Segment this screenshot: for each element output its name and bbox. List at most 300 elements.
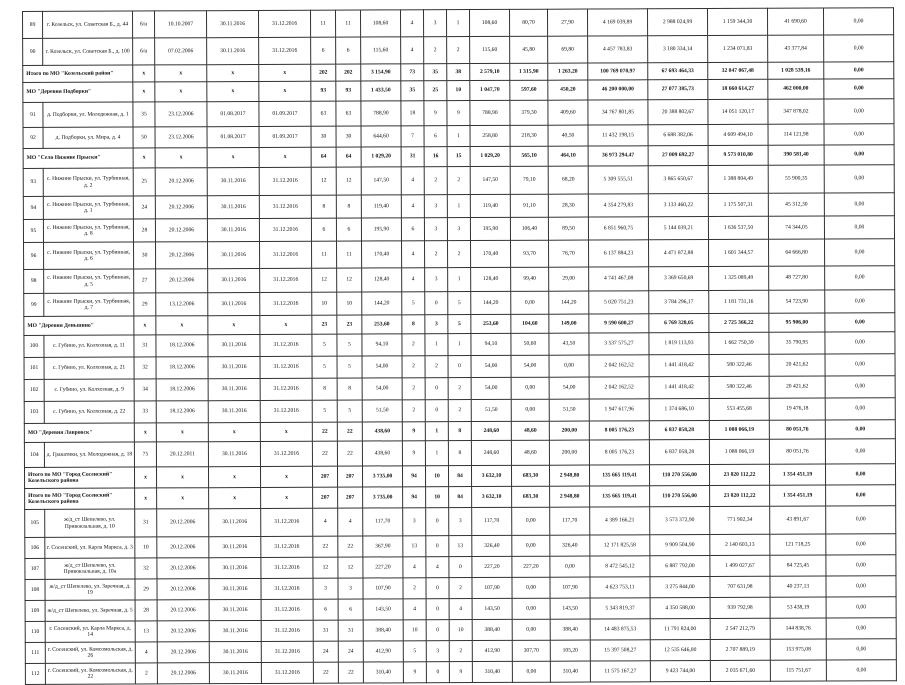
table-cell: x xyxy=(134,467,156,488)
table-cell: x xyxy=(155,82,207,102)
table-cell: 64 xyxy=(311,147,336,167)
table-cell: 68,20 xyxy=(548,166,588,194)
table-cell: 253,60 xyxy=(471,314,511,333)
table-cell: 1 029,20 xyxy=(361,147,401,167)
table-cell: 119,40 xyxy=(361,195,401,218)
table-cell: 1 636 537,50 xyxy=(708,216,768,239)
table-cell: 40 237,13 xyxy=(770,576,826,597)
table-cell: x xyxy=(261,487,313,508)
table-cell: x xyxy=(156,467,208,488)
table-cell: 0,00 xyxy=(825,354,895,376)
table-cell: 0 xyxy=(449,557,472,578)
table-cell: x xyxy=(259,64,311,81)
table-cell: 4 457 783,83 xyxy=(588,36,648,63)
table-cell: 6 769 328,05 xyxy=(649,314,709,333)
table-cell: 326,40 xyxy=(550,535,590,556)
table-cell: 94 xyxy=(403,487,426,508)
table-cell: 0,00 xyxy=(511,399,549,421)
table-cell: x xyxy=(259,147,311,167)
table-cell: 1 354 451,19 xyxy=(770,485,826,506)
table-cell: x xyxy=(157,488,209,509)
table-cell: 4 169 039,89 xyxy=(587,9,647,36)
table-cell: 79,10 xyxy=(510,166,548,194)
table-cell: 31.12.2016 xyxy=(259,218,311,241)
table-cell: 4 xyxy=(426,557,449,578)
table-cell: 106 xyxy=(25,537,45,558)
table-cell: x xyxy=(133,65,155,82)
table-cell: 53 438,19 xyxy=(770,597,826,618)
table-cell: 30.11.2016 xyxy=(208,334,260,356)
table-cell: 10 xyxy=(337,292,362,315)
table-cell: 0,00 xyxy=(511,291,549,314)
table-cell: 2 547 212,79 xyxy=(710,618,770,639)
table-cell: 1 374 686,10 xyxy=(649,399,709,421)
table-cell: 15 397 508,27 xyxy=(590,640,650,661)
table-row xyxy=(25,506,896,538)
table-cell: 73 xyxy=(401,64,424,81)
table-cell: 45,80 xyxy=(510,36,548,63)
table-cell: 12 535 646,00 xyxy=(650,640,710,661)
table-cell: 108,60 xyxy=(360,10,400,37)
table-cell: 80,70 xyxy=(509,9,547,36)
table-cell: 438,60 xyxy=(362,441,402,466)
table-cell: 94,10 xyxy=(362,334,402,356)
table-cell: 107 xyxy=(25,558,45,579)
table-cell: 1 662 750,39 xyxy=(709,332,769,354)
table-cell: 2 725 366,22 xyxy=(709,313,769,332)
table-cell: 12 xyxy=(338,557,363,578)
table-cell: 20.12.2006 xyxy=(157,579,209,600)
address-cell: ж/д_ст Шепелево, ул. Заречная, д. 19 xyxy=(45,579,135,600)
table-cell: 31.12.2016 xyxy=(261,536,313,557)
table-cell: 143,50 xyxy=(472,598,512,619)
table-cell: 14 051 120,17 xyxy=(708,99,768,124)
table-cell: 195,90 xyxy=(361,218,401,241)
table-cell: 16 xyxy=(424,147,447,167)
table-cell: 13 xyxy=(135,621,157,642)
table-cell: x xyxy=(259,81,311,101)
table-cell: 51,50 xyxy=(471,399,511,421)
table-cell: 553 455,68 xyxy=(709,398,769,420)
table-cell: 24 xyxy=(338,641,363,662)
table-cell: 30.11.2016 xyxy=(208,292,260,315)
table-cell: 117,70 xyxy=(363,508,403,536)
table-cell: x xyxy=(156,423,208,442)
table-cell: 1 234 071,83 xyxy=(708,35,768,62)
table-cell: 4 xyxy=(401,195,424,218)
table-cell: 0,00 xyxy=(825,313,895,332)
table-cell: 450,20 xyxy=(548,80,588,100)
table-cell: 0,00 xyxy=(512,507,550,535)
table-cell: 7 xyxy=(401,126,424,147)
table-cell: 580 322,46 xyxy=(709,354,769,376)
table-cell: 3 735,00 xyxy=(363,487,403,508)
table-cell: 11 xyxy=(335,10,360,37)
table-cell: 4 389 166,21 xyxy=(590,507,650,535)
table-cell: 01.09.2017 xyxy=(259,101,311,126)
table-cell: 10 xyxy=(312,292,337,315)
table-cell: 3 xyxy=(449,508,472,536)
table-cell: 30.11.2016 xyxy=(209,620,261,641)
table-cell: 9 909 504,90 xyxy=(650,535,710,556)
table-cell: 0,00 xyxy=(826,660,896,681)
table-cell: 195,90 xyxy=(470,217,510,240)
document-page xyxy=(22,7,896,680)
table-cell: 31.12.2016 xyxy=(260,356,312,378)
table-cell: 4 609 494,10 xyxy=(708,124,768,145)
table-cell: 108,60 xyxy=(469,9,509,36)
table-cell: 31.12.2016 xyxy=(261,620,313,641)
address-cell: г. Сосенский, ул. Комсомольская, д. 22 xyxy=(45,663,135,684)
group-label: МО "Деревня Лавровск" xyxy=(24,423,134,442)
table-cell: 91,10 xyxy=(510,194,548,217)
table-cell: 347 878,02 xyxy=(768,99,824,124)
table-cell: 1 088 066,19 xyxy=(709,420,769,439)
table-cell: 1 354 451,19 xyxy=(769,464,825,485)
table-cell: 0,00 xyxy=(824,216,894,239)
table-cell: 0 xyxy=(426,662,449,683)
table-cell: 3 275 844,00 xyxy=(650,577,710,598)
table-cell: 0,00 xyxy=(512,535,550,556)
table-cell: 9 xyxy=(424,101,447,126)
table-cell: 412,90 xyxy=(363,641,403,662)
table-cell: 1 028 539,16 xyxy=(768,62,824,79)
table-cell: 4 xyxy=(403,599,426,620)
table-cell: 4 xyxy=(313,508,338,536)
table-cell: 6 887 792,00 xyxy=(650,556,710,577)
table-cell: 29 xyxy=(134,293,156,316)
table-cell: 38 xyxy=(447,64,470,81)
table-cell: 367,90 xyxy=(363,536,403,557)
table-cell: 20.12.2006 xyxy=(155,196,207,219)
table-cell: 94 xyxy=(23,196,43,219)
table-cell: 788,90 xyxy=(361,101,401,126)
table-cell: 128,40 xyxy=(362,268,402,292)
table-cell: 0,00 xyxy=(826,555,896,576)
table-cell: 8 472 545,12 xyxy=(590,556,650,577)
table-cell: 31.12.2016 xyxy=(261,662,313,683)
table-cell: 0,00 xyxy=(550,556,590,577)
table-cell: 1 xyxy=(425,441,448,466)
table-cell: 8 xyxy=(448,422,471,441)
table-cell: 110 270 556,00 xyxy=(650,486,710,507)
address-cell: ж/д_ст Шепелево, ул. Привокзальная, д. 10а xyxy=(45,558,135,579)
table-cell: 63 xyxy=(311,101,336,126)
table-cell: 409,60 xyxy=(548,100,588,125)
table-cell: 200,00 xyxy=(549,421,589,440)
table-cell: 30.11.2016 xyxy=(209,662,261,683)
table-cell: 22 xyxy=(313,662,338,683)
table-cell: 76,70 xyxy=(549,240,589,267)
table-cell: 1 441 418,42 xyxy=(649,355,709,377)
table-cell: 43 377,84 xyxy=(768,35,824,62)
table-cell: 1 175 507,31 xyxy=(708,193,768,216)
table-cell: 18.12.2006 xyxy=(156,335,208,357)
table-cell: 0,00 xyxy=(826,618,896,639)
table-cell: 10 xyxy=(449,620,472,641)
table-cell: 683,30 xyxy=(512,486,550,507)
table-cell: 143,50 xyxy=(363,599,403,620)
table-cell: 23 820 112,22 xyxy=(710,485,770,506)
table-cell: 8 xyxy=(448,441,471,466)
table-cell: 31.12.2016 xyxy=(259,167,311,195)
table-cell: 105,20 xyxy=(550,640,590,661)
table-cell: 0,00 xyxy=(826,576,896,597)
table-cell: 1 047,70 xyxy=(470,80,510,100)
table-cell: 5 144 039,21 xyxy=(648,217,708,240)
table-cell: x xyxy=(133,148,155,168)
table-cell: 462 000,00 xyxy=(768,79,824,99)
total-label: Итого по МО "Город Сосенский" Козельского района xyxy=(24,467,134,488)
table-cell: 114 121,98 xyxy=(768,124,824,145)
table-cell: 41 690,60 xyxy=(767,8,823,35)
table-cell: 23 xyxy=(312,315,337,334)
group-label: МО "Село Нижние Прыски" xyxy=(23,148,133,168)
table-cell: x xyxy=(208,422,260,441)
table-cell: 0,00 xyxy=(824,145,894,165)
table-cell: 32 047 067,48 xyxy=(708,62,768,79)
table-cell: 0 xyxy=(448,356,471,378)
table-cell: 939 792,98 xyxy=(710,597,770,618)
address-cell: г. Козельск, ул. Советская Б., д. 100 xyxy=(43,38,133,65)
table-cell: 64 666,80 xyxy=(769,239,825,266)
table-cell: 0,00 xyxy=(512,577,550,598)
table-cell: 101 xyxy=(24,357,44,379)
table-cell: 84 xyxy=(448,466,471,487)
table-row xyxy=(23,99,894,128)
table-cell: 4 xyxy=(403,557,426,578)
table-cell: 1 xyxy=(448,334,471,356)
address-cell: г. Сосенский, ул. Карла Маркса, д. 3 xyxy=(45,537,135,558)
table-cell: 1 601 344,57 xyxy=(709,239,769,266)
table-cell: 153 975,08 xyxy=(770,639,826,660)
table-cell: 2 xyxy=(135,663,157,684)
table-cell: 2 xyxy=(403,578,426,599)
table-cell: 110 xyxy=(25,621,45,642)
table-cell: 2 042 162,52 xyxy=(589,377,649,399)
table-cell: 30.11.2016 xyxy=(208,268,260,292)
table-cell: 30 xyxy=(311,126,336,147)
table-cell: 43 891,67 xyxy=(770,506,826,534)
table-cell: 89 xyxy=(23,11,43,38)
table-cell: 115 751,67 xyxy=(770,660,826,681)
table-cell: 93 xyxy=(311,81,336,101)
table-cell: 0,00 xyxy=(826,597,896,618)
table-cell: 8 xyxy=(402,315,425,334)
table-cell: 6 137 884,23 xyxy=(589,240,649,267)
table-cell: 106,40 xyxy=(510,217,548,240)
table-cell: 1 325 089,49 xyxy=(709,266,769,290)
table-cell: 464,10 xyxy=(548,146,588,166)
table-cell: 104,60 xyxy=(511,314,549,333)
table-cell: 11 xyxy=(312,241,337,268)
table-cell: 22 xyxy=(313,536,338,557)
table-cell: 5 020 751,23 xyxy=(589,291,649,314)
table-cell: 1 xyxy=(447,195,470,218)
table-cell: 0,00 xyxy=(825,290,895,313)
table-cell: 22 xyxy=(312,422,337,441)
table-cell: 93,70 xyxy=(511,240,549,267)
table-cell: 55 900,35 xyxy=(768,165,824,193)
table-cell: 144 838,76 xyxy=(770,618,826,639)
table-cell: 40,50 xyxy=(548,125,588,146)
address-cell: с. Губино, ул. Колхозная, д. 21 xyxy=(44,357,134,379)
table-cell: 10 xyxy=(135,537,157,558)
table-cell: 135 665 119,41 xyxy=(589,465,649,486)
address-cell: с. Губино, ул. Колхозная, д. 9 xyxy=(44,379,134,401)
table-cell: x xyxy=(260,422,312,441)
table-cell: x xyxy=(208,466,260,487)
table-cell: 18.12.2006 xyxy=(156,401,208,423)
table-cell: 27,90 xyxy=(547,9,587,36)
table-cell: 31.12.2016 xyxy=(260,441,312,466)
table-cell: 4 xyxy=(401,37,424,64)
table-cell: 2 xyxy=(402,356,425,378)
table-cell: 0,00 xyxy=(549,355,589,377)
table-cell: 390 581,40 xyxy=(768,145,824,165)
table-cell: 0 xyxy=(426,620,449,641)
table-cell: 22 xyxy=(338,662,363,683)
table-cell: 0,00 xyxy=(825,439,895,464)
table-cell: 54,00 xyxy=(362,378,402,400)
table-cell: 14 483 875,53 xyxy=(590,619,650,640)
table-cell: 20.12.2006 xyxy=(157,621,209,642)
table-cell: 80 051,76 xyxy=(769,420,825,439)
table-cell: 18 660 614,27 xyxy=(708,79,768,99)
table-cell: 48,60 xyxy=(511,421,549,440)
table-cell: 54,00 xyxy=(362,356,402,378)
table-cell: 144,20 xyxy=(471,291,511,314)
table-cell: 5 343 819,37 xyxy=(590,598,650,619)
table-cell: 6 xyxy=(401,218,424,241)
table-cell: 388,40 xyxy=(363,620,403,641)
table-cell: 0,00 xyxy=(825,376,895,398)
table-cell: 2 xyxy=(448,378,471,400)
table-cell: 0 xyxy=(425,400,448,422)
table-cell: 5 xyxy=(337,334,362,356)
table-cell: 3 xyxy=(426,641,449,662)
table-cell: 3 xyxy=(425,315,448,334)
table-cell: 4 xyxy=(338,508,363,536)
table-cell: 30.11.2016 xyxy=(207,167,259,195)
table-cell: 46 200 000,00 xyxy=(588,80,648,100)
table-cell: 95 xyxy=(23,219,43,242)
table-cell: 253,60 xyxy=(362,315,402,334)
table-cell: б/н xyxy=(133,11,155,38)
table-cell: x xyxy=(155,65,207,82)
table-cell: 9 423 744,00 xyxy=(650,661,710,682)
table-cell: 2 xyxy=(425,356,448,378)
table-cell: 4 350 588,00 xyxy=(650,598,710,619)
table-cell: 24 xyxy=(133,196,155,219)
table-cell: 565,10 xyxy=(510,146,548,166)
table-cell: 31.12.2016 xyxy=(260,241,312,268)
table-cell: 4 xyxy=(400,10,423,37)
table-cell: 96 xyxy=(24,242,44,269)
table-cell: x xyxy=(156,316,208,335)
table-cell: 3 573 372,90 xyxy=(650,507,710,535)
table-cell: 2 xyxy=(447,167,470,195)
address-cell: с. Нижние Прыски, ул. Турбинная, д. 2 xyxy=(43,168,133,196)
table-cell: 31.12.2016 xyxy=(261,641,313,662)
table-cell: 2 xyxy=(449,578,472,599)
table-cell: 310,40 xyxy=(363,662,403,683)
table-cell: 9 573 010,80 xyxy=(708,145,768,165)
table-cell: 0,00 xyxy=(826,534,896,555)
table-cell: 29,00 xyxy=(549,267,589,291)
table-cell: 10 xyxy=(447,81,470,101)
table-cell: 18.12.2006 xyxy=(156,379,208,401)
table-cell: 100 xyxy=(24,335,44,357)
table-cell: 3 632,10 xyxy=(472,486,512,507)
address-cell: ж/д_ст Шепелево, ул. Привокзальная, д. 10 xyxy=(45,509,135,537)
table-cell: 5 xyxy=(337,356,362,378)
table-cell: 20.12.2006 xyxy=(156,242,208,269)
table-cell: 31.12.2016 xyxy=(261,578,313,599)
table-cell: 20.12.2006 xyxy=(157,663,209,684)
table-cell: 13 xyxy=(449,536,472,557)
table-cell: 30.11.2016 xyxy=(207,37,259,64)
table-cell: 31 xyxy=(135,509,157,537)
table-cell: 1 xyxy=(425,334,448,356)
table-cell: 2 xyxy=(447,37,470,64)
table-cell: 31.12.2016 xyxy=(261,508,313,536)
table-cell: 1 159 344,30 xyxy=(707,8,767,35)
table-cell: 0,00 xyxy=(826,506,896,534)
table-cell: 4 xyxy=(402,241,425,268)
table-cell: 100 769 070,97 xyxy=(588,63,648,80)
table-cell: 20.12.2006 xyxy=(157,509,209,537)
table-cell: 4 xyxy=(449,599,472,620)
table-cell: 3 369 650,69 xyxy=(649,267,709,291)
table-cell: 0,00 xyxy=(824,79,894,99)
table-cell: 20.12.2006 xyxy=(157,537,209,558)
table-cell: 2 xyxy=(402,334,425,356)
table-cell: 3 xyxy=(425,268,448,292)
table-cell: x xyxy=(133,82,155,102)
table-cell: 0,00 xyxy=(825,332,895,354)
table-cell: 170,40 xyxy=(362,241,402,268)
table-cell: 144,20 xyxy=(549,291,589,314)
table-cell: 4 623 753,11 xyxy=(590,577,650,598)
table-cell: 0 xyxy=(425,292,448,315)
table-cell: x xyxy=(209,487,261,508)
table-cell: 580 322,46 xyxy=(709,376,769,398)
address-cell: д. Гранатики, ул. Молодежная, д. 18 xyxy=(44,442,134,467)
table-cell: x xyxy=(207,81,259,101)
table-cell: 30.11.2016 xyxy=(208,441,260,466)
table-cell: 2 xyxy=(402,400,425,422)
table-cell: 20 421,62 xyxy=(769,376,825,398)
table-cell: 149,00 xyxy=(549,314,589,333)
table-cell: 30.11.2016 xyxy=(208,241,260,268)
total-label: Итого по МО "Козельский район" xyxy=(23,65,133,82)
table-cell: 29 xyxy=(135,579,157,600)
total-label: Итого по МО "Город Сосенский" Козельского района xyxy=(25,488,135,509)
address-cell: с. Нижние Прыски, ул. Турбинная, д. 6 xyxy=(44,242,134,269)
table-cell: 3 735,00 xyxy=(362,466,402,487)
table-cell: 25 xyxy=(424,81,447,101)
table-cell: 22 xyxy=(337,422,362,441)
table-cell: 30.11.2016 xyxy=(209,578,261,599)
table-cell: 0,00 xyxy=(824,165,894,193)
table-cell: 3 632,10 xyxy=(471,465,511,486)
address-cell: г. Сосенский, ул. Комсомольская, д. 26 xyxy=(45,642,135,663)
table-cell: 107,90 xyxy=(363,578,403,599)
table-cell: 1 xyxy=(448,268,471,292)
table-cell: 108 xyxy=(25,579,45,600)
table-cell: 1 499 027,67 xyxy=(710,555,770,576)
